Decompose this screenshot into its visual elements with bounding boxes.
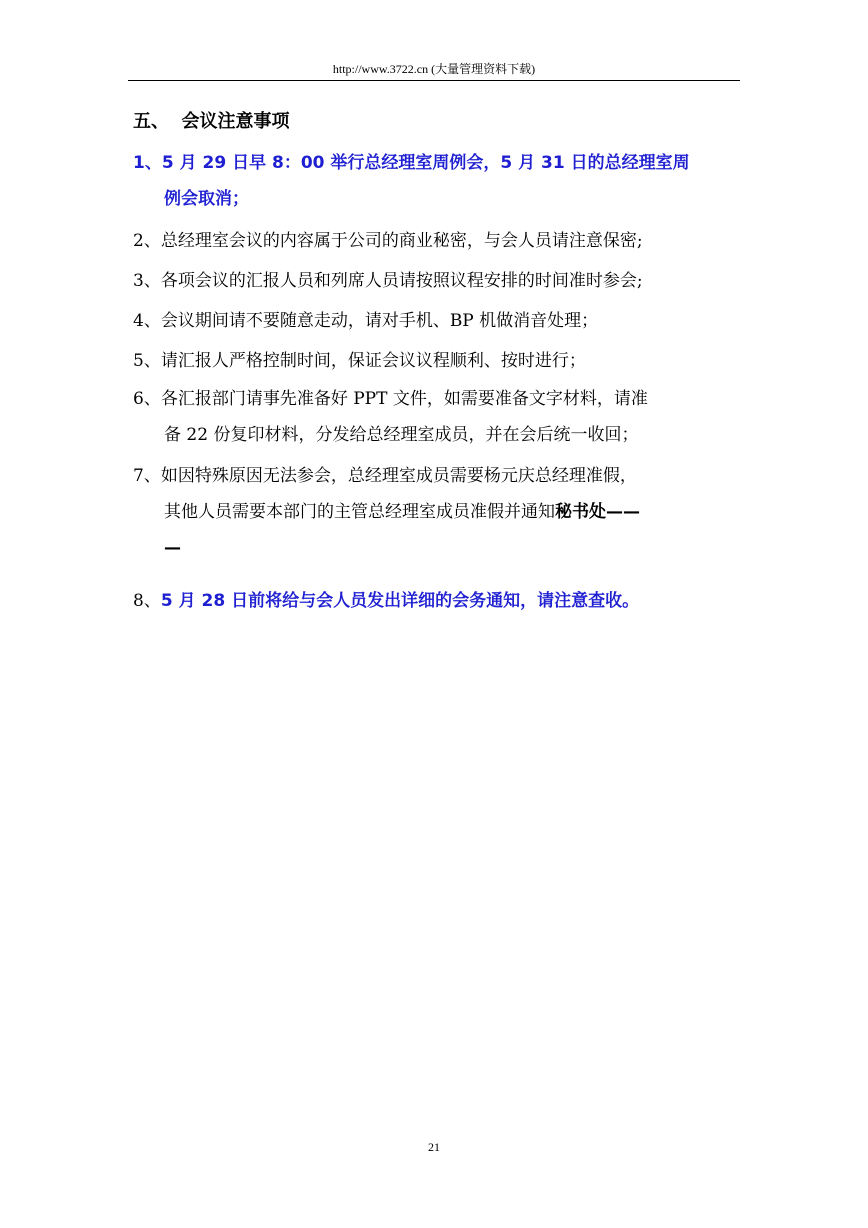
notice-item-7-line-3: — — [164, 538, 181, 558]
notice-item-4-line-1: 4、会议期间请不要随意走动，请对手机、BP 机做消音处理； — [133, 311, 599, 331]
notice-item-8-prefix: 8、 — [133, 591, 161, 611]
notice-item-8 — [133, 583, 743, 619]
section-title: 五、 会议注意事项 — [133, 111, 290, 132]
notice-item-1-line-1: 1、5 月 29 日早 8：00 举行总经理室周例会，5 月 31 日的总经理室周 — [133, 153, 690, 173]
page-number: 21 — [428, 1140, 440, 1154]
notice-item-5 — [133, 343, 743, 379]
notice-item-3 — [133, 263, 743, 299]
notice-item-6-line-2: 备 22 份复印材料，分发给总经理室成员，并在会后统一收回； — [164, 425, 639, 445]
secretariat-emphasis: 秘书处—— — [555, 502, 640, 522]
notice-item-6 — [133, 381, 743, 453]
notice-item-1 — [133, 145, 743, 217]
header-rule — [128, 80, 740, 81]
notice-item-1-line-2: 例会取消； — [164, 189, 249, 209]
notice-item-4 — [133, 303, 743, 339]
page-header: http://www.3722.cn (大量管理资料下载) — [332, 62, 536, 76]
notice-item-7-line-2 — [133, 494, 743, 530]
notice-item-7 — [133, 458, 743, 566]
notice-item-3-line-1: 3、各项会议的汇报人员和列席人员请按照议程安排的时间准时参会; — [133, 271, 643, 291]
notice-item-8-text: 5 月 28 日前将给与会人员发出详细的会务通知，请注意查收。 — [160, 591, 640, 611]
notice-item-7-line-1: 7、如因特殊原因无法参会，总经理室成员需要杨元庆总经理准假， — [133, 466, 637, 486]
notice-item-6-line-1: 6、各汇报部门请事先准备好 PPT 文件，如需要准备文字材料，请准 — [133, 389, 648, 409]
notice-item-8-line-1 — [133, 583, 743, 619]
notice-item-7-line-2-text: 其他人员需要本部门的主管总经理室成员准假并通知 — [164, 502, 555, 522]
notice-item-2-line-1: 2、总经理室会议的内容属于公司的商业秘密，与会人员请注意保密; — [133, 231, 643, 251]
notice-item-2 — [133, 223, 743, 259]
notice-item-5-line-1: 5、请汇报人严格控制时间，保证会议议程顺利、按时进行； — [133, 351, 586, 371]
